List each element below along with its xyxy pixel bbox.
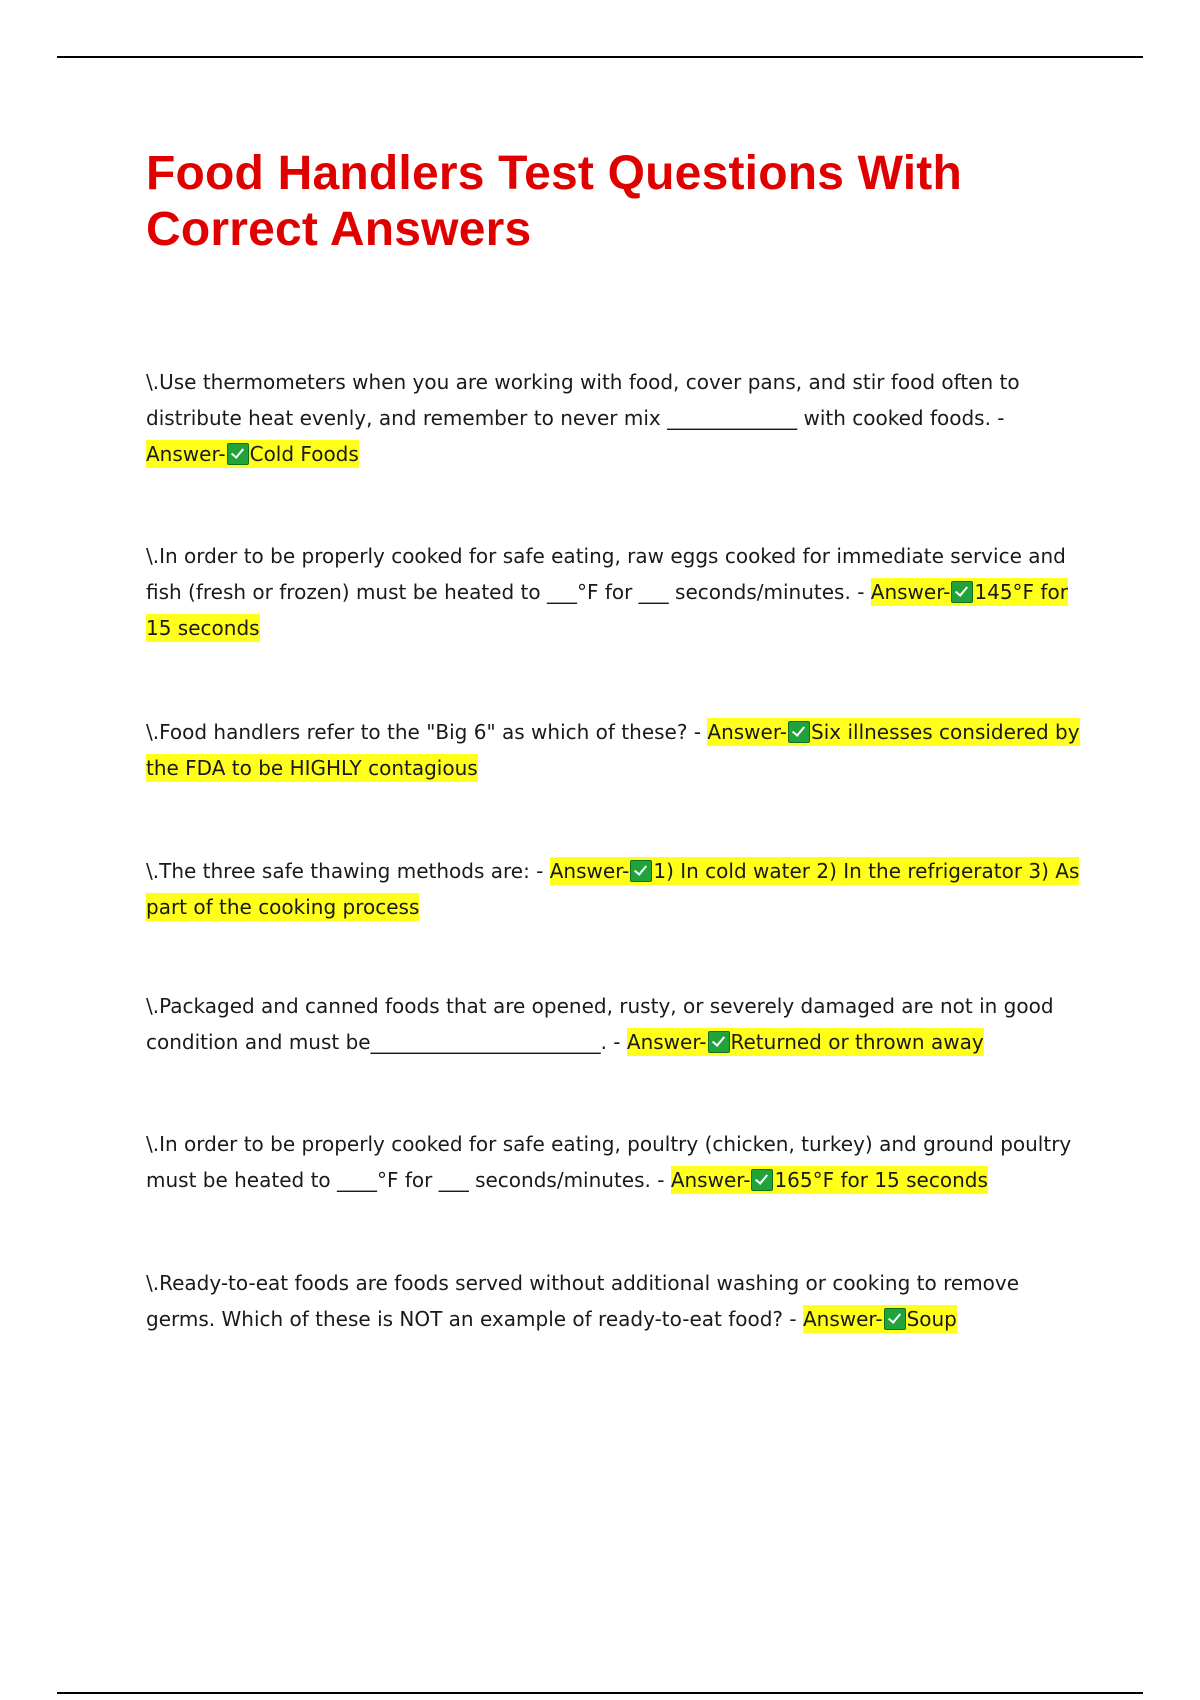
check-icon xyxy=(708,1031,730,1053)
document-title: Food Handlers Test Questions With Correct Answers xyxy=(146,147,962,256)
question-text: \.In order to be properly cooked for safe eating, raw eggs cooked for immediate service and fish (fresh or frozen) must be heated to ___°F for ___ seconds/minutes. - xyxy=(146,544,1066,604)
question-text: \.Ready-to-eat foods are foods served without additional washing or cooking to remove germs. Which of these is NOT an example of ready-to-eat food? - xyxy=(146,1271,1020,1331)
answer-text: Returned or thrown away xyxy=(730,1030,984,1054)
answer-label: Answer- xyxy=(870,580,951,604)
qa-item xyxy=(146,364,1086,472)
check-icon xyxy=(227,443,249,465)
answer-label: Answer- xyxy=(626,1030,707,1054)
answer-highlight xyxy=(803,1305,957,1333)
check-icon xyxy=(884,1308,906,1330)
question-text: \.The three safe thawing methods are: - xyxy=(146,859,550,883)
answer-label: Answer- xyxy=(549,859,630,883)
answer-text: Soup xyxy=(906,1307,957,1331)
answer-text: Cold Foods xyxy=(249,442,359,466)
check-icon xyxy=(788,721,810,743)
answer-label: Answer- xyxy=(670,1168,751,1192)
question-text: \.In order to be properly cooked for safe eating, poultry (chicken, turkey) and ground poultry must be heated to ____°F for ___ seconds/minutes. - xyxy=(146,1132,1072,1192)
answer-label: Answer- xyxy=(802,1307,883,1331)
check-icon xyxy=(951,581,973,603)
qa-item xyxy=(146,714,1086,786)
question-text: \.Use thermometers when you are working with food, cover pans, and stir food often to distribute heat evenly, and remember to never mix _____________ with cooked foods. - xyxy=(146,370,1020,430)
check-icon xyxy=(751,1169,773,1191)
footer-rule xyxy=(57,1692,1143,1694)
question-text: \.Packaged and canned foods that are opened, rusty, or severely damaged are not in good condition and must be_______________________. - xyxy=(146,994,1054,1054)
answer-highlight xyxy=(627,1028,984,1056)
header-rule xyxy=(57,56,1143,58)
answer-label: Answer- xyxy=(146,442,226,466)
qa-item xyxy=(146,1265,1086,1337)
qa-item xyxy=(146,853,1086,925)
answer-highlight xyxy=(146,440,359,468)
answer-text: 165°F for 15 seconds xyxy=(774,1168,988,1192)
qa-item xyxy=(146,988,1086,1060)
qa-item xyxy=(146,538,1086,646)
answer-label: Answer- xyxy=(707,720,788,744)
answer-highlight xyxy=(671,1166,988,1194)
qa-item xyxy=(146,1126,1086,1198)
answer-text: Six illnesses considered by the FDA to be HIGHLY contagious xyxy=(146,720,1080,780)
answer-text: 1) In cold water 2) In the refrigerator 3) As part of the cooking process xyxy=(146,859,1080,919)
question-text: \.Food handlers refer to the "Big 6" as which of these? - xyxy=(146,720,708,744)
answer-text: 145°F for 15 seconds xyxy=(146,580,1068,640)
check-icon xyxy=(630,860,652,882)
